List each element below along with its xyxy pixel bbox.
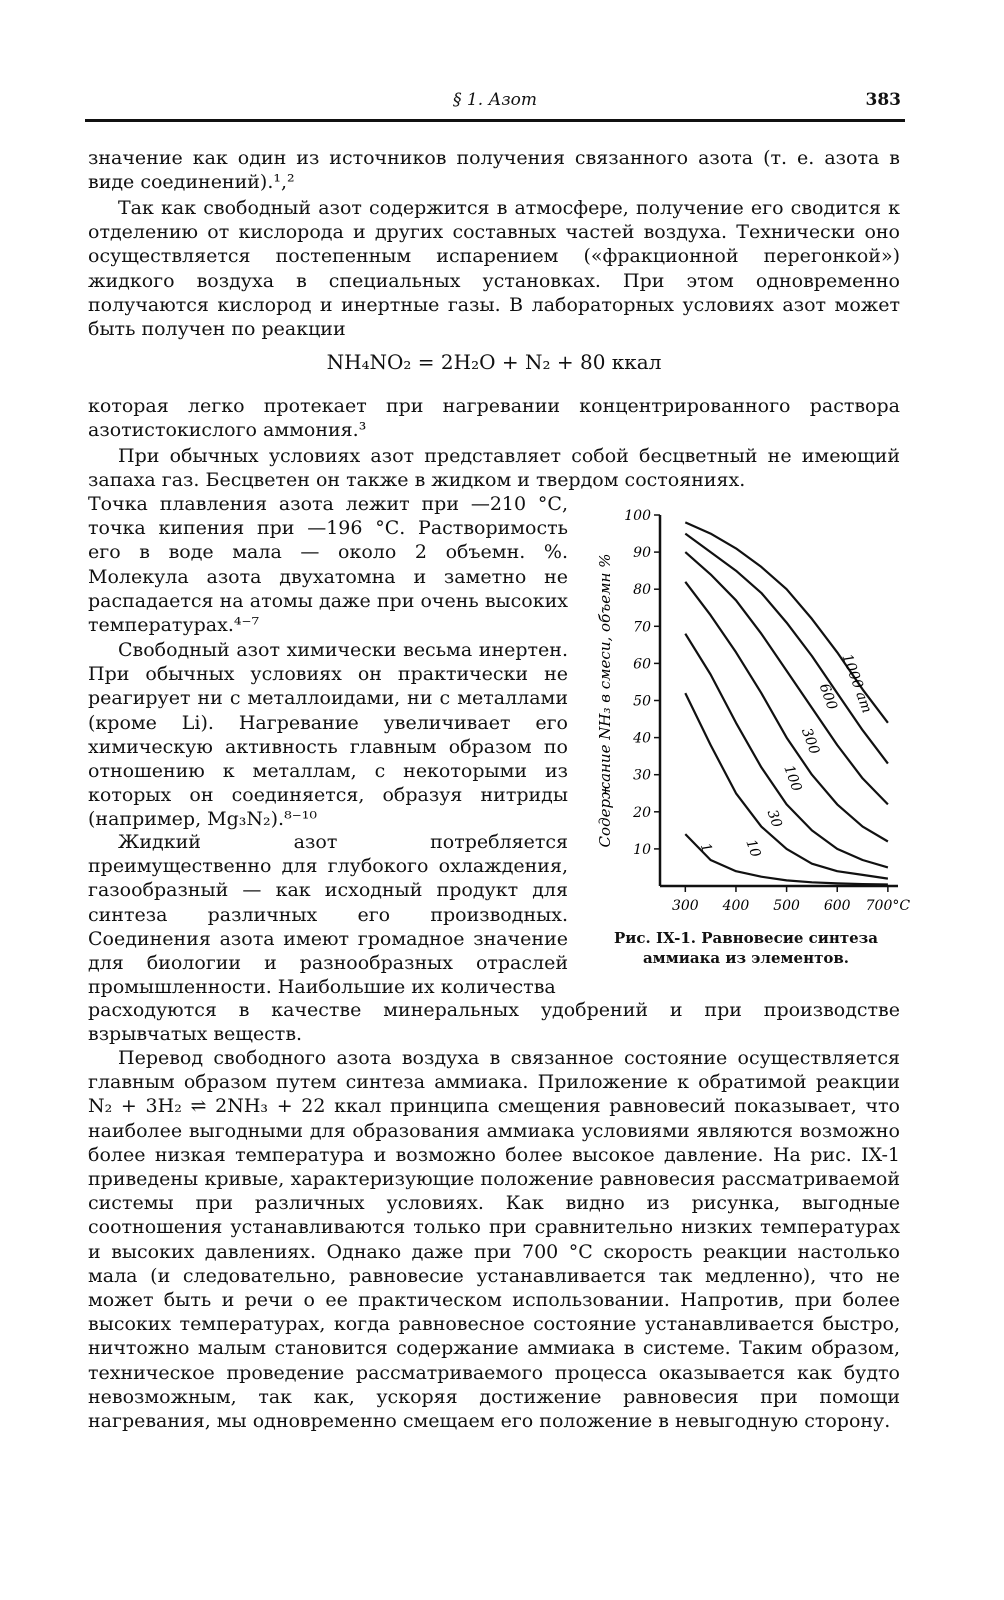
y-tick-label: 100 bbox=[624, 508, 651, 524]
y-tick-label: 10 bbox=[633, 841, 651, 858]
series-label: 1 bbox=[696, 841, 715, 855]
paragraph-2: Так как свободный азот содержится в атмосфере, получение его сводится к отделению от кислорода и других составных частей воздуха. Технически оно осуществляется постепенным испарением («фракционной перегонкой») жидкого воздуха в специальных установках. При этом одновременно получаются кислород и инертные газы. В лабораторных условиях азот может быть получен по реакции bbox=[88, 197, 900, 341]
paragraph-4: При обычных условиях азот представляет собой бесцветный не имеющий запаха газ. Бесцветен он также в жидком и твердом состояниях. bbox=[88, 445, 900, 492]
y-tick-label: 70 bbox=[633, 619, 651, 636]
series-label: 30 bbox=[763, 807, 785, 830]
figure-caption: Рис. IX-1. Равновесие синтеза аммиака из элементов. bbox=[614, 929, 878, 967]
y-tick-label: 80 bbox=[633, 582, 651, 599]
running-head bbox=[85, 88, 905, 114]
paragraph-1: значение как один из источников получения связанного азота (т. е. азота в виде соединений).¹,² bbox=[88, 147, 900, 194]
series-label: 600 bbox=[815, 681, 840, 713]
series-line bbox=[685, 834, 888, 884]
series-label: 100 bbox=[780, 763, 805, 794]
series-label: 10 bbox=[742, 837, 764, 860]
figure-ix-1 bbox=[580, 490, 910, 970]
y-tick-label: 90 bbox=[633, 545, 651, 562]
series-label: 1000 ат bbox=[838, 651, 875, 716]
x-tick-label: 400 bbox=[722, 898, 750, 914]
y-tick-label: 30 bbox=[633, 767, 651, 784]
paragraph-6-continued: расходуются в качестве минеральных удобрений и при производстве взрывчатых веществ. bbox=[88, 999, 900, 1046]
x-tick-label: 300 bbox=[671, 898, 699, 914]
y-tick-label: 60 bbox=[633, 656, 651, 673]
x-tick-label: 500 bbox=[773, 898, 800, 914]
y-tick-label: 50 bbox=[633, 693, 651, 710]
paragraph-7: Перевод свободного азота воздуха в связанное состояние осуществляется главным образом путем синтеза аммиака. Приложение к обратимой реакции N₂ + 3H₂ ⇌ 2NH₃ + 22 ккал принципа смещения равновесий показывает, что наиболее выгодными для образования аммиака условиями являются возможно более низкая температура и возможно более высокое давление. На рис. IX-1 приведены кривые, характеризующие положение равновесия рассматриваемой системы при различных условиях. Как видно из рисунка, выгодные соотношения устанавливаются только при сравнительно низких температурах и высоких давлениях. Однако даже при 700 °С скорость реакции настолько мала (и следовательно, равновесие устанавливается так медленно), что не может быть и речи о ее практическом использовании. Напротив, при более высоких температурах, когда равновесное состояние устанавливается быстро, ничтожно малым становится содержание аммиака в системе. Таким образом, техническое проведение рассматриваемого процесса оказывается как будто невозможным, так как, ускоряя достижение равновесия при помощи нагревания, мы одновременно смещаем его положение в невыгодную сторону. bbox=[88, 1047, 900, 1433]
x-tick-label: 700°C bbox=[865, 898, 910, 914]
series-line bbox=[685, 534, 888, 764]
y-tick-label: 20 bbox=[633, 804, 651, 821]
page-number: 383 bbox=[865, 90, 901, 110]
section-title: § 1. Азот bbox=[452, 90, 538, 110]
paragraph-3: которая легко протекает при нагревании концентрированного раствора азотистокислого аммония.³ bbox=[88, 395, 900, 442]
y-tick-label: 40 bbox=[633, 730, 651, 747]
paragraph-5: Свободный азот химически весьма инертен. При обычных условиях он практически не реагирует ни с металлоидами, ни с металлами (кроме Li). Нагревание увеличивает его химическую активность главным образом по отношению к металлам, с некоторыми из которых он соединяется, образуя нитриды (например, Mg₃N₂).⁸⁻¹⁰ bbox=[88, 639, 568, 831]
paragraph-4-continued: Точка плавления азота лежит при —210 °С, точка кипения при —196 °С. Растворимость его в воде мала — около 2 объемн. %. Молекула азота двухатомна и заметно не распадается на атомы даже при очень высоких температурах.⁴⁻⁷ bbox=[88, 493, 568, 637]
series-label: 300 bbox=[798, 726, 823, 757]
equation-ammonium-nitrite: NH₄NO₂ = 2H₂O + N₂ + 80 ккал bbox=[326, 350, 662, 374]
equilibrium-chart bbox=[580, 490, 910, 920]
paragraph-6: Жидкий азот потребляется преимущественно для глубокого охлаждения, газообразный — как исходный продукт для синтеза различных его производных. Соединения азота имеют громадное значение для биологии и разнообразных отраслей промышленности. Наибольшие их количества bbox=[88, 831, 568, 999]
y-axis-label: Содержание NH₃ в смеси, объемн % bbox=[596, 553, 614, 848]
header-rule bbox=[85, 119, 905, 122]
x-tick-label: 600 bbox=[823, 898, 851, 914]
